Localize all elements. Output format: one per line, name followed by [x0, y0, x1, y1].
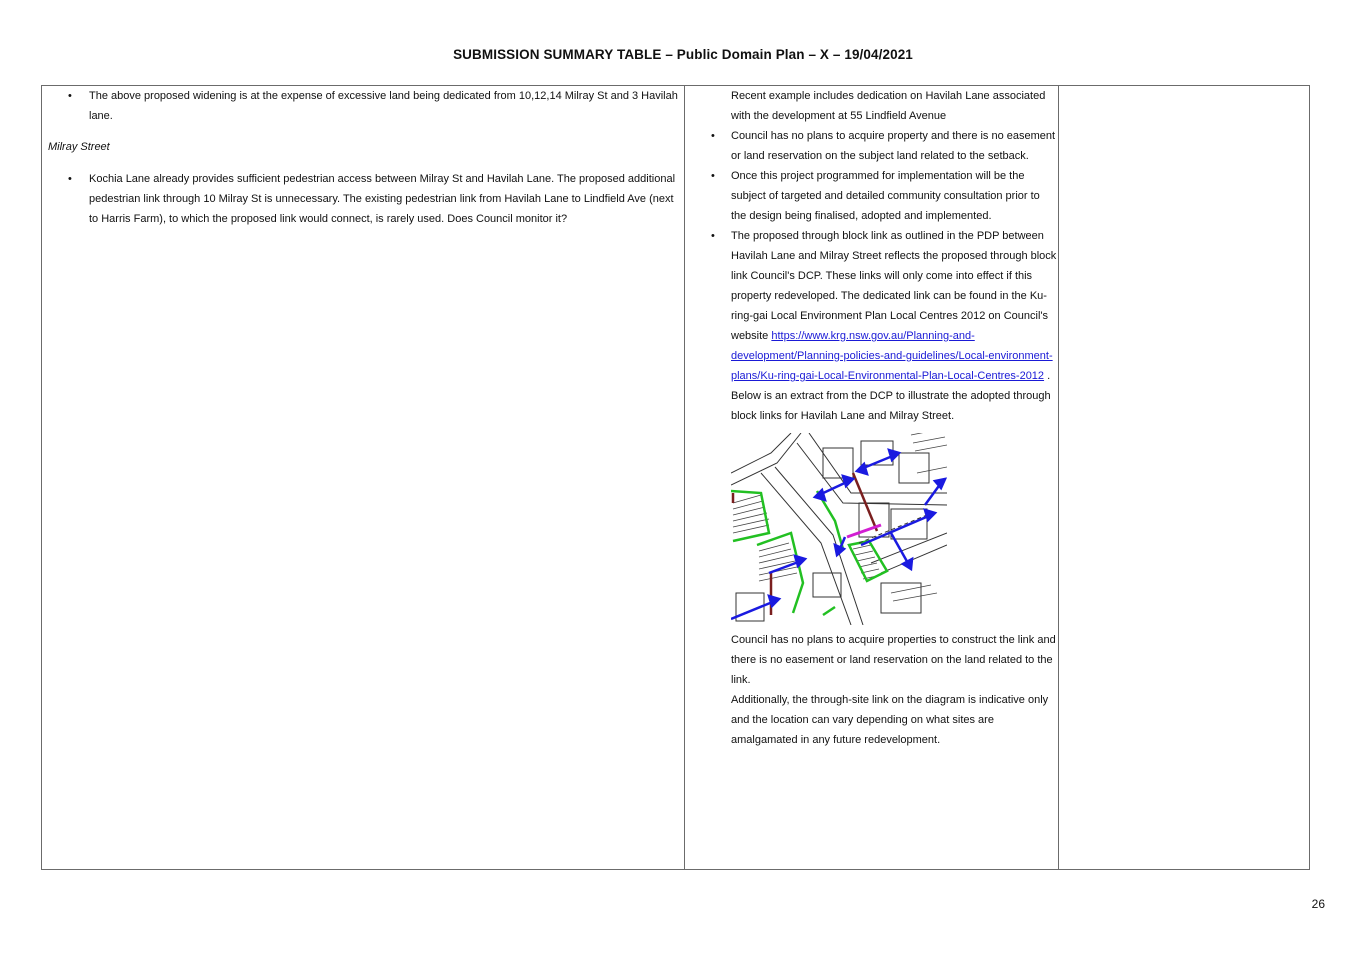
response-text: . Below is an extract from the DCP to illustrate the adopted through block links for Havilah Lane and Milray Street.: [731, 370, 1051, 422]
response-note: Council has no plans to acquire properties to construct the link and there is no easement or land reservation on the land related to the link.: [731, 634, 1056, 686]
page-title: SUBMISSION SUMMARY TABLE – Public Domain Plan – X – 19/04/2021: [453, 47, 913, 62]
section-heading: Milray Street: [48, 141, 110, 153]
response-note: Additionally, the through-site link on the diagram is indicative only and the location can vary depending on what sites are amalgamated in any future redevelopment.: [731, 694, 1049, 746]
column-divider: [684, 86, 685, 869]
response-continuation: Recent example includes dedication on Havilah Lane associated with the development at 55 Lindfield Avenue: [731, 90, 1046, 122]
lep-link[interactable]: https://www.krg.nsw.gov.au/Planning-and-development/Planning-policies-and-guidelines/Local-environment-plans/Ku-ring-gai-Local-Environmental-Plan-Local-Centres-2012: [731, 330, 1053, 382]
page-number: 26: [1311, 897, 1325, 911]
submission-bullet: • The above proposed widening is at the expense of excessive land being dedicated from 10,12,14 Milray St and 3 Havilah lane.: [48, 86, 678, 126]
response-bullet: • Council has no plans to acquire property and there is no easement or land reservation on the subject land related to the setback.: [688, 126, 1058, 166]
response-bullet: [688, 226, 1058, 426]
response-column: [688, 86, 1058, 750]
response-bullet: • Once this project programmed for implementation will be the subject of targeted and detailed community consultation prior to the design being finalised, adopted and implemented.: [688, 166, 1058, 226]
submission-table: [41, 85, 1310, 870]
submission-column: [48, 86, 678, 229]
dcp-through-block-link-map-icon: [731, 433, 947, 625]
dcp-map-image: [731, 433, 947, 625]
column-divider: [1058, 86, 1059, 869]
response-text: The proposed through block link as outlined in the PDP between Havilah Lane and Milray Street reflects the proposed through block link Council's DCP. These links will only come into effect if this property redeveloped. The dedicated link can be found in the Ku-ring-gai Local Environment Plan Local Centres 2012 on Council's website: [731, 230, 1057, 342]
submission-bullet: • Kochia Lane already provides sufficient pedestrian access between Milray St and Havilah Lane. The proposed additional pedestrian link through 10 Milray St is unnecessary. The existing pedestrian link from Havilah Lane to Lindfield Ave (next to Harris Farm), to which the proposed link would connect, is rarely used. Does Council monitor it?: [48, 169, 678, 229]
